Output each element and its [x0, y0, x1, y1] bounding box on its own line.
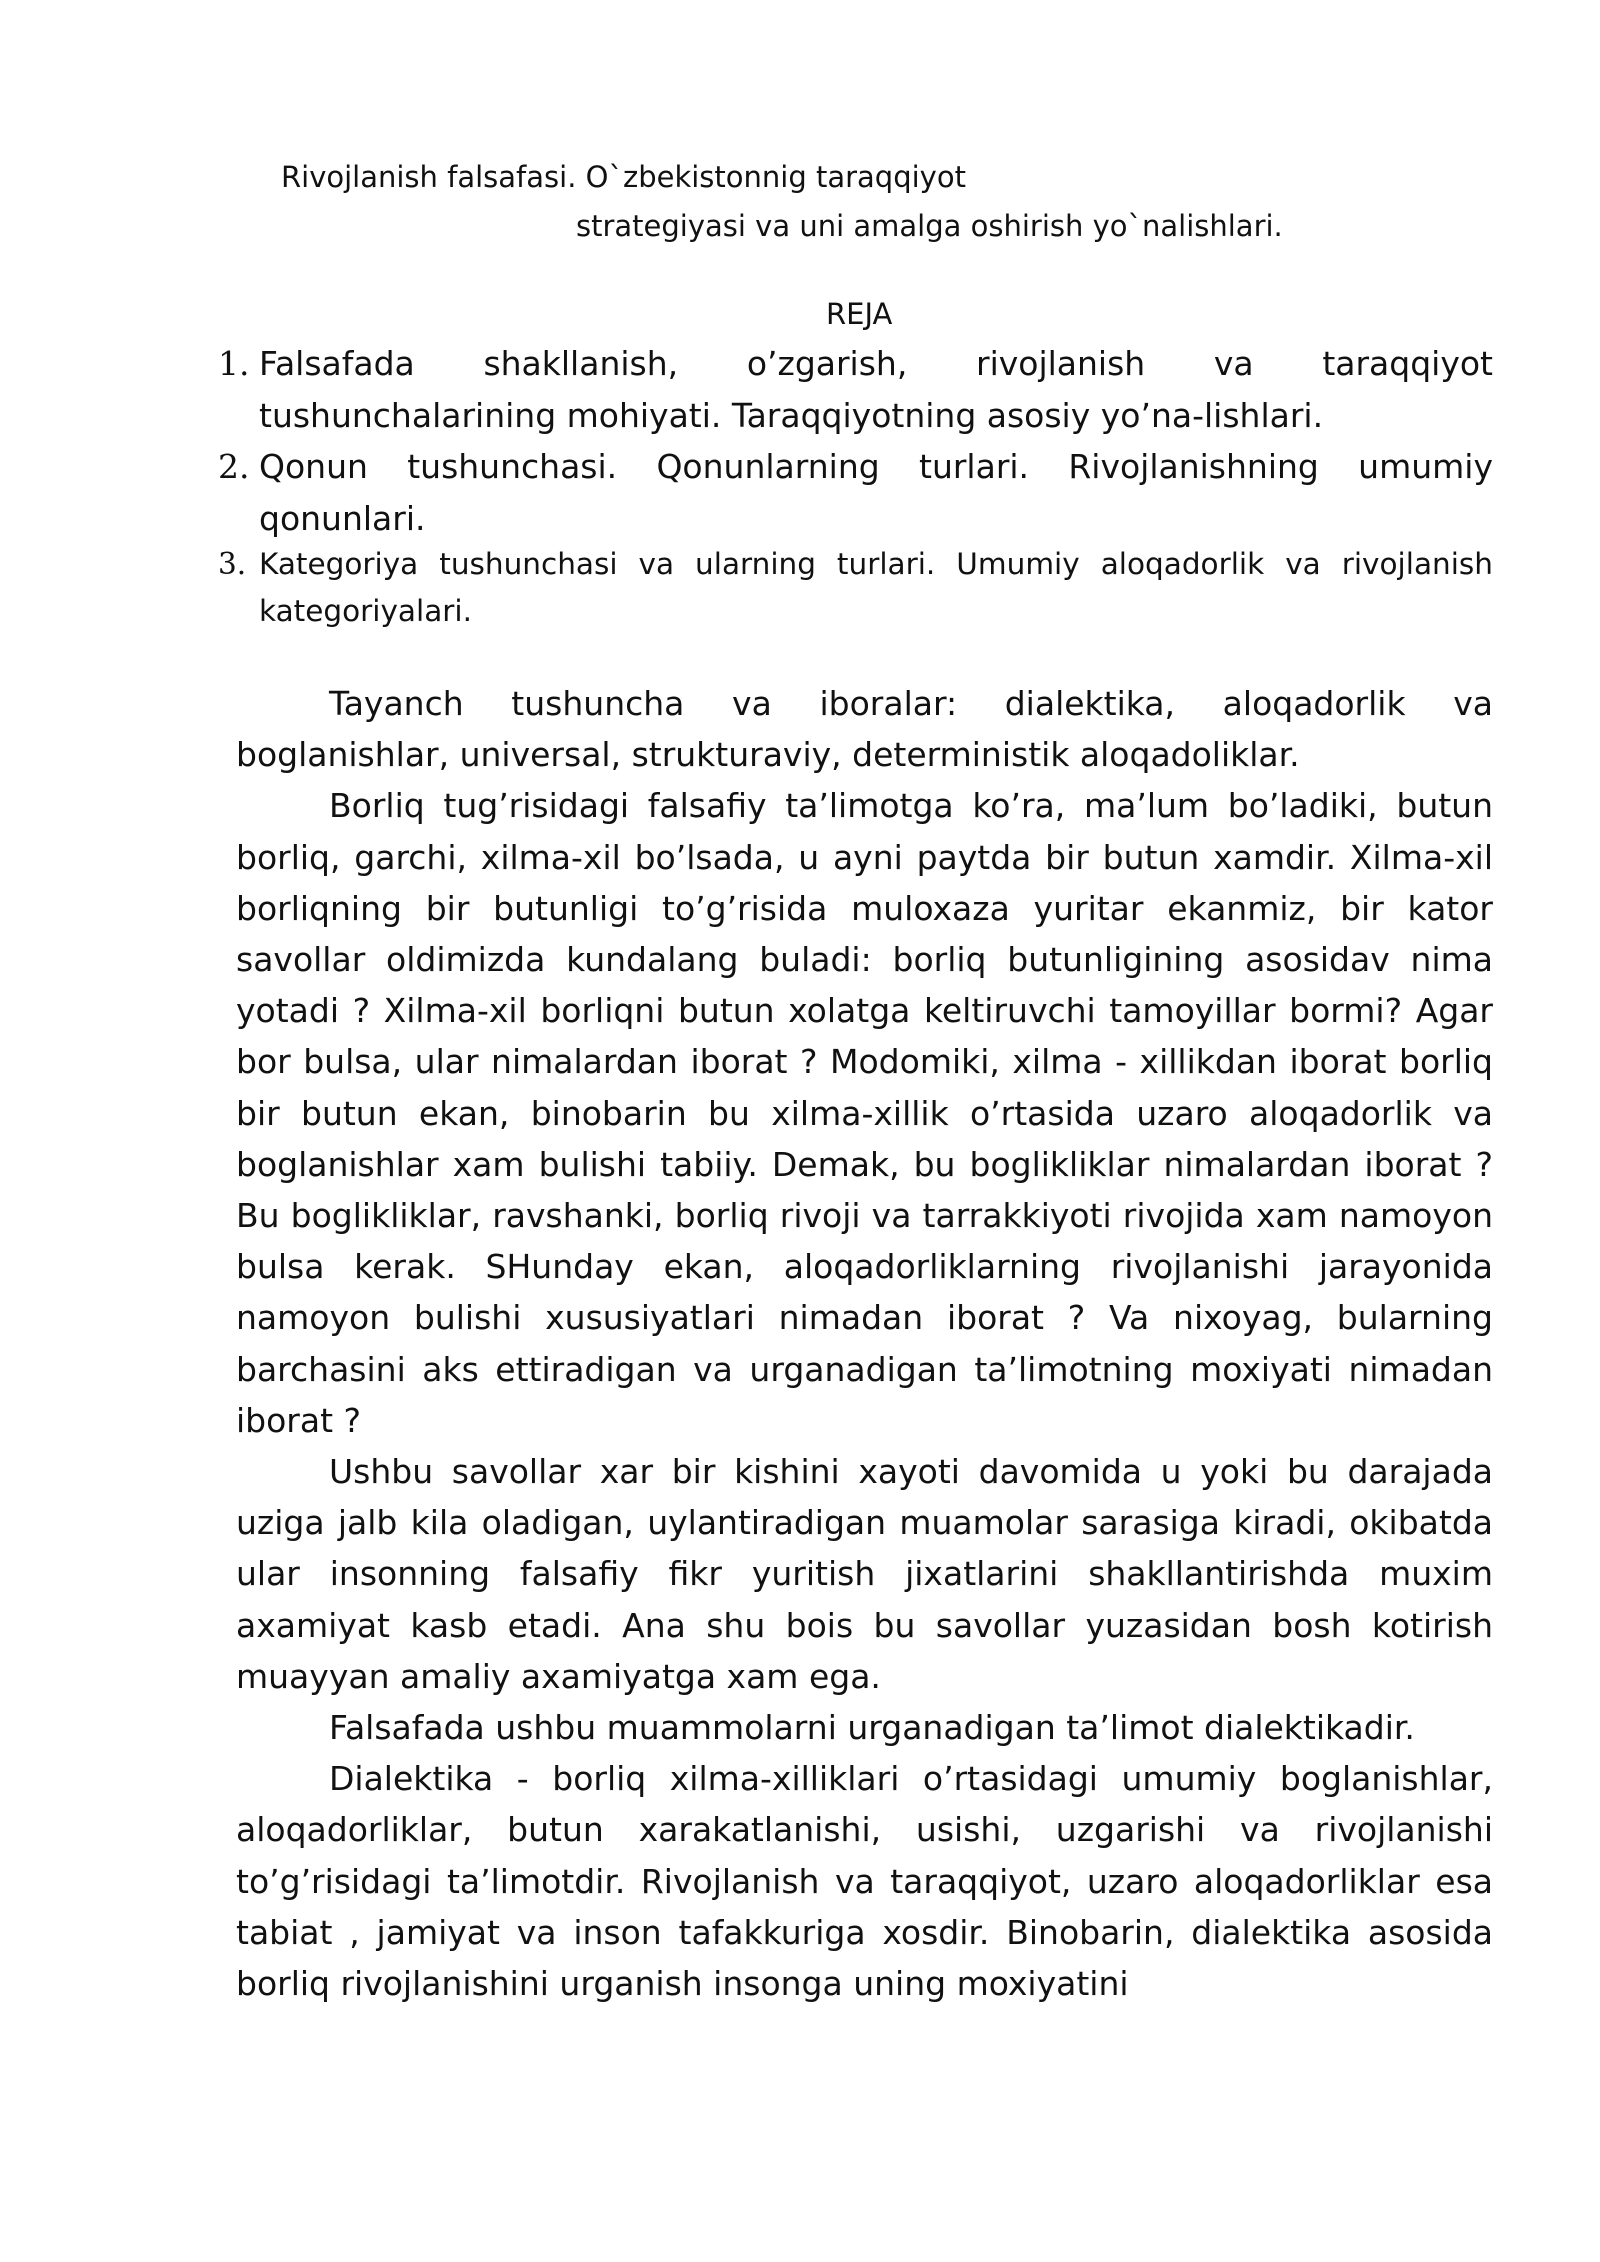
- document-title-line-2: strategiyasi va uni amalga oshirish yo`nalishlari.: [576, 209, 1283, 243]
- plan-list-item-1-wrapper: [218, 338, 1493, 442]
- plan-item: [218, 338, 1493, 442]
- body-paragraph: Ushbu savollar xar bir kishini xayoti davomida u yoki bu darajada uziga jalb kila oladigan, uylantiradigan muamolar sarasiga kiradi, okibatda ular insonning falsafiy fikr yuritish jixatlarini shakllantirishda muxim axamiyat kasb etadi. Ana shu bois bu savollar yuzasidan bosh kotirish muayyan amaliy axamiyatga xam ega.: [236, 1452, 1493, 1696]
- plan-item: [218, 541, 1493, 635]
- plan-list-item-3-wrapper: [218, 541, 1493, 635]
- plan-item-text: Qonun tushunchasi. Qonunlarning turlari. Rivojlanishning umumiy qonunlari.: [259, 447, 1493, 538]
- body-paragraph: Dialektika - borliq xilma-xilliklari o’rtasidagi umumiy boglanishlar, aloqadorliklar, butun xarakatlanishi, usishi, uzgarishi va rivojlanishi to’g’risidagi ta’limotdir. Rivojlanish va taraqqiyot, uzaro aloqadorliklar esa tabiat , jamiyat va inson tafakkuriga xosdir. Binobarin, dialektika asosida borliq rivojlanishini urganish insonga uning moxiyatini: [236, 1759, 1493, 2004]
- document-body: [236, 678, 1493, 2009]
- document-title-line-1: Rivojlanish falsafasi. O`zbekistonnig taraqqiyot: [281, 160, 966, 194]
- plan-list-item-2-wrapper: [218, 441, 1493, 545]
- plan-item-number: 1.: [218, 344, 250, 383]
- body-paragraph: Borliq tug’risidagi falsafiy ta’limotga ko’ra, ma’lum bo’ladiki, butun borliq, garchi, xilma-xil bo’lsada, u ayni paytda bir butun xamdir. Xilma-xil borliqning bir butunligi to’g’risida muloxaza yuritar ekanmiz, bir kator savollar oldimizda kundalang buladi: borliq butunligining asosidav nima yotadi ? Xilma-xil borliqni butun xolatga keltiruvchi tamoyillar bormi? Agar bor bulsa, ular nimalardan iborat ? Modomiki, xilma - xillikdan iborat borliq bir butun ekan, binobarin bu xilma-xillik o’rtasida uzaro aloqadorlik va boglanishlar xam bulishi tabiiy. Demak, bu boglikliklar nimalardan iborat ? Bu boglikliklar, ravshanki, borliq rivoji va tarrakkiyoti rivojida xam namoyon bulsa kerak. SHunday ekan, aloqadorliklarning rivojlanishi jarayonida namoyon bulishi xususiyatlari nimadan iborat ? Va nixoyag, bularning barchasini aks ettiradigan va urganadigan ta’limotning moxiyati nimadan iborat ?: [236, 786, 1493, 1440]
- plan-heading: REJA: [826, 297, 893, 331]
- plan-item-text: Falsafada shakllanish, o’zgarish, rivojlanish va taraqqiyot tushunchalarining mohiyati. Taraqqiyotning asosiy yo’na-lishlari.: [259, 344, 1493, 435]
- plan-item-number: 3.: [218, 547, 247, 581]
- plan-item-number: 2.: [218, 447, 250, 486]
- plan-item-text: Kategoriya tushunchasi va ularning turlari. Umumiy aloqadorlik va rivojlanish kategoriyalari.: [259, 547, 1493, 628]
- body-paragraph: Falsafada ushbu muammolarni urganadigan ta’limot dialektikadir.: [329, 1708, 1415, 1748]
- body-paragraph: Tayanch tushuncha va iboralar: dialektika, aloqadorlik va boglanishlar, universal, strukturaviy, deterministik aloqadoliklar.: [236, 684, 1493, 775]
- plan-item: [218, 441, 1493, 545]
